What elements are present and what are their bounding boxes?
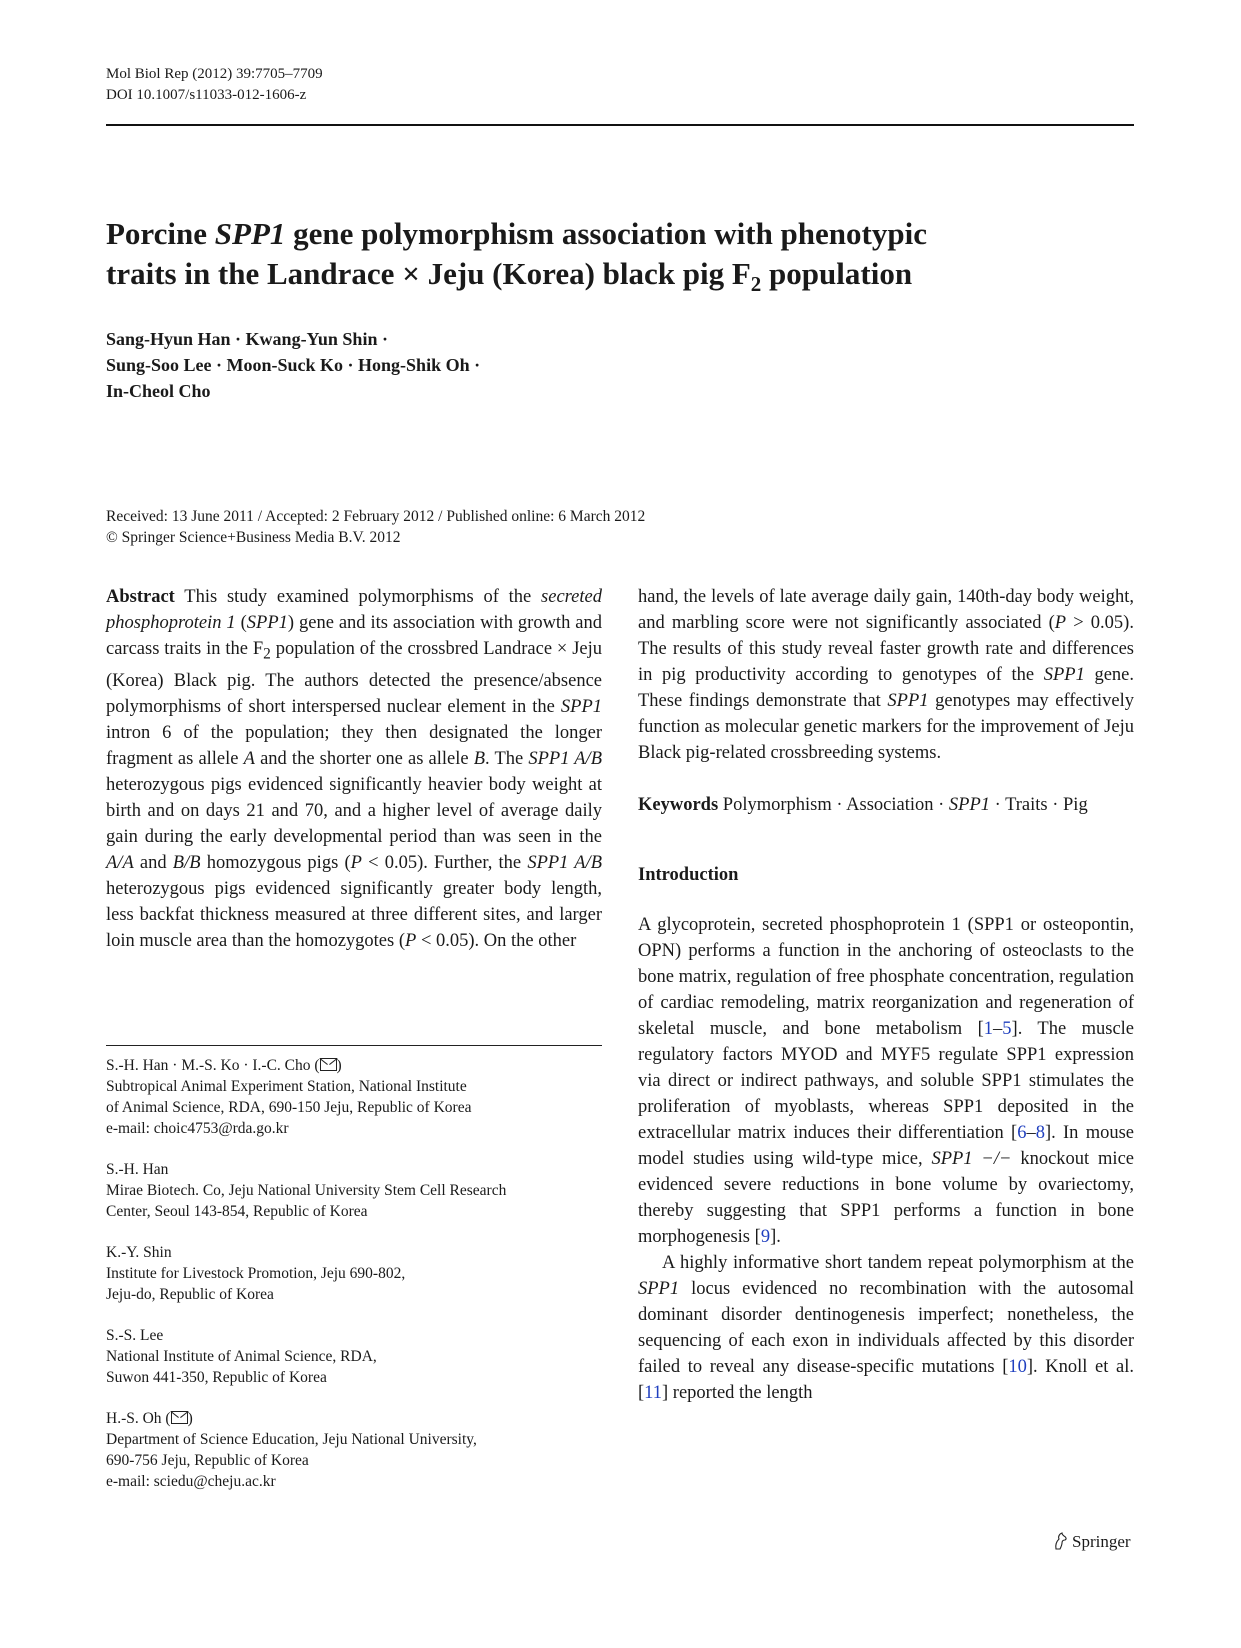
affiliation-line: Institute for Livestock Promotion, Jeju 690-802, bbox=[106, 1265, 406, 1282]
abstract-continued: hand, the levels of late average daily gain, 140th-day body weight, and marbling score were not significantly associated (P > 0.05). The results of this study reveal faster growth rate and differences in pig productivity according to genotypes of the SPP1 gene. These findings demonstrate that SPP1 genotypes may effectively function as molecular genetic markers for the improvement of Jeju Black pig-related crossbreeding systems. bbox=[638, 587, 1134, 763]
affiliation-block bbox=[106, 1242, 602, 1305]
reference-link[interactable]: 8 bbox=[1035, 1123, 1045, 1143]
reference-link[interactable]: 5 bbox=[1002, 1019, 1012, 1039]
affiliation-line: 690-756 Jeju, Republic of Korea bbox=[106, 1452, 309, 1469]
affiliation-authors: S.-S. Lee bbox=[106, 1327, 164, 1344]
affiliations bbox=[106, 1055, 602, 1512]
affiliation-line: Department of Science Education, Jeju National University, bbox=[106, 1431, 477, 1448]
copyright: © Springer Science+Business Media B.V. 2012 bbox=[106, 529, 401, 546]
affiliation-line: Subtropical Animal Experiment Station, National Institute bbox=[106, 1078, 467, 1095]
affiliation-authors: S.-H. Han bbox=[106, 1161, 169, 1178]
reference-link[interactable]: 9 bbox=[760, 1227, 771, 1247]
affiliation-line: Center, Seoul 143-854, Republic of Korea bbox=[106, 1203, 368, 1220]
abstract-label: Abstract bbox=[106, 587, 175, 607]
abstract: Abstract This study examined polymorphisms of the secreted phosphoprotein 1 (SPP1) gene and its association with growth and carcass traits in the $F_2$ population of the crossbred Landrace × Jeju (Korea) Black pig. The authors detected the presence/absence polymorphisms of short interspersed nuclear element in the SPP1 intron 6 of the population; they then designated the longer fragment as allele A and the shorter one as allele B. The SPP1 A/B heterozygous pigs evidenced significantly heavier body weight at birth and on days 21 and 70, and a higher level of average daily gain during the early developmental period than was seen in the A/A and B/B homozygous pigs (P < 0.05). Further, the SPP1 A/B heterozygous pigs evidenced significantly greater body length, less backfat thickness measured at three different sites, and larger loin muscle area than the homozygotes (P < 0.05). On the other bbox=[106, 587, 602, 951]
affiliation-line: National Institute of Animal Science, RDA, bbox=[106, 1348, 377, 1365]
affiliation-email[interactable]: e-mail: choic4753@rda.go.kr bbox=[106, 1120, 289, 1137]
reference-link[interactable]: 6 bbox=[1017, 1123, 1027, 1143]
introduction-paragraph-2: A highly informative short tandem repeat polymorphism at the SPP1 locus evidenced no recombination with the autosomal dominant disorder dentinogenesis imperfect; nonetheless, the sequencing of each exon in individuals affected by this disorder failed to reveal any disease-specific mutations [10]. Knoll et al. [11] reported the length bbox=[638, 1253, 1134, 1403]
publication-dates bbox=[106, 506, 645, 548]
doi: DOI 10.1007/s11033-012-1606-z bbox=[106, 87, 307, 103]
affiliation-line: Mirae Biotech. Co, Jeju National University Stem Cell Research bbox=[106, 1182, 507, 1199]
envelope-icon bbox=[171, 1411, 188, 1424]
publisher-name: Springer bbox=[1072, 1532, 1131, 1551]
introduction-paragraph-1: A glycoprotein, secreted phosphoprotein 1 (SPP1 or osteopontin, OPN) performs a function in the anchoring of osteoclasts to the bone matrix, regulation of free phosphate concentration, regulation of cardiac remodeling, matrix reorganization and regeneration of skeletal muscle, and bone metabolism [1–5]. The muscle regulatory factors MYOD and MYF5 regulate SPP1 expression via direct or indirect pathways, and soluble SPP1 stimulates the proliferation of myoblasts, whereas SPP1 deposited in the extracellular matrix induces their differentiation [6–8]. In mouse model studies using wild-type mice, SPP1 −/− knockout mice evidenced severe reductions in bone volume by ovariectomy, thereby suggesting that SPP1 performs a function in bone morphogenesis [9]. bbox=[638, 915, 1135, 1247]
introduction-heading: Introduction bbox=[638, 865, 739, 885]
affiliation-block bbox=[106, 1325, 602, 1388]
history-dates: Received: 13 June 2011 / Accepted: 2 February 2012 / Published online: 6 March 2012 bbox=[106, 508, 646, 525]
author-list: Sang-Hyun Han · Kwang-Yun Shin · Sung-Soo Lee · Moon-Suck Ko · Hong-Shik Oh · In-Cheol Cho bbox=[106, 329, 481, 401]
springer-footer bbox=[1052, 1532, 1131, 1552]
reference-link[interactable]: 10 bbox=[1008, 1357, 1027, 1377]
affiliation-line: Suwon 441-350, Republic of Korea bbox=[106, 1369, 327, 1386]
reference-link[interactable]: 11 bbox=[644, 1383, 662, 1403]
affiliation-block bbox=[106, 1408, 602, 1492]
envelope-icon bbox=[320, 1058, 337, 1071]
affiliation-authors: K.-Y. Shin bbox=[106, 1244, 172, 1261]
springer-horse-logo-icon bbox=[1052, 1532, 1068, 1550]
affiliation-line: Jeju-do, Republic of Korea bbox=[106, 1286, 274, 1303]
affiliation-authors: S.-H. Han · M.-S. Ko · I.-C. Cho ( ) bbox=[106, 1057, 342, 1074]
header-rule bbox=[106, 124, 1134, 126]
affiliation-authors: H.-S. Oh ( ) bbox=[106, 1410, 193, 1427]
paper-title: Porcine SPP1 gene polymorphism association with phenotypic traits in the Landrace × Jeju (Korea) black pig $F_2$ population bbox=[106, 216, 927, 297]
right-column bbox=[638, 584, 1134, 1406]
reference-link[interactable]: 1 bbox=[983, 1019, 994, 1039]
affiliation-block bbox=[106, 1159, 602, 1222]
footnote-rule bbox=[106, 1045, 602, 1046]
journal-citation: Mol Biol Rep (2012) 39:7705–7709 bbox=[106, 66, 323, 82]
keywords: Keywords Polymorphism · Association · SPP1 · Traits · Pig bbox=[638, 795, 1088, 815]
affiliation-email[interactable]: e-mail: sciedu@cheju.ac.kr bbox=[106, 1473, 276, 1490]
journal-header bbox=[106, 64, 323, 106]
affiliation-line: of Animal Science, RDA, 690-150 Jeju, Republic of Korea bbox=[106, 1099, 472, 1116]
affiliation-block bbox=[106, 1055, 602, 1139]
